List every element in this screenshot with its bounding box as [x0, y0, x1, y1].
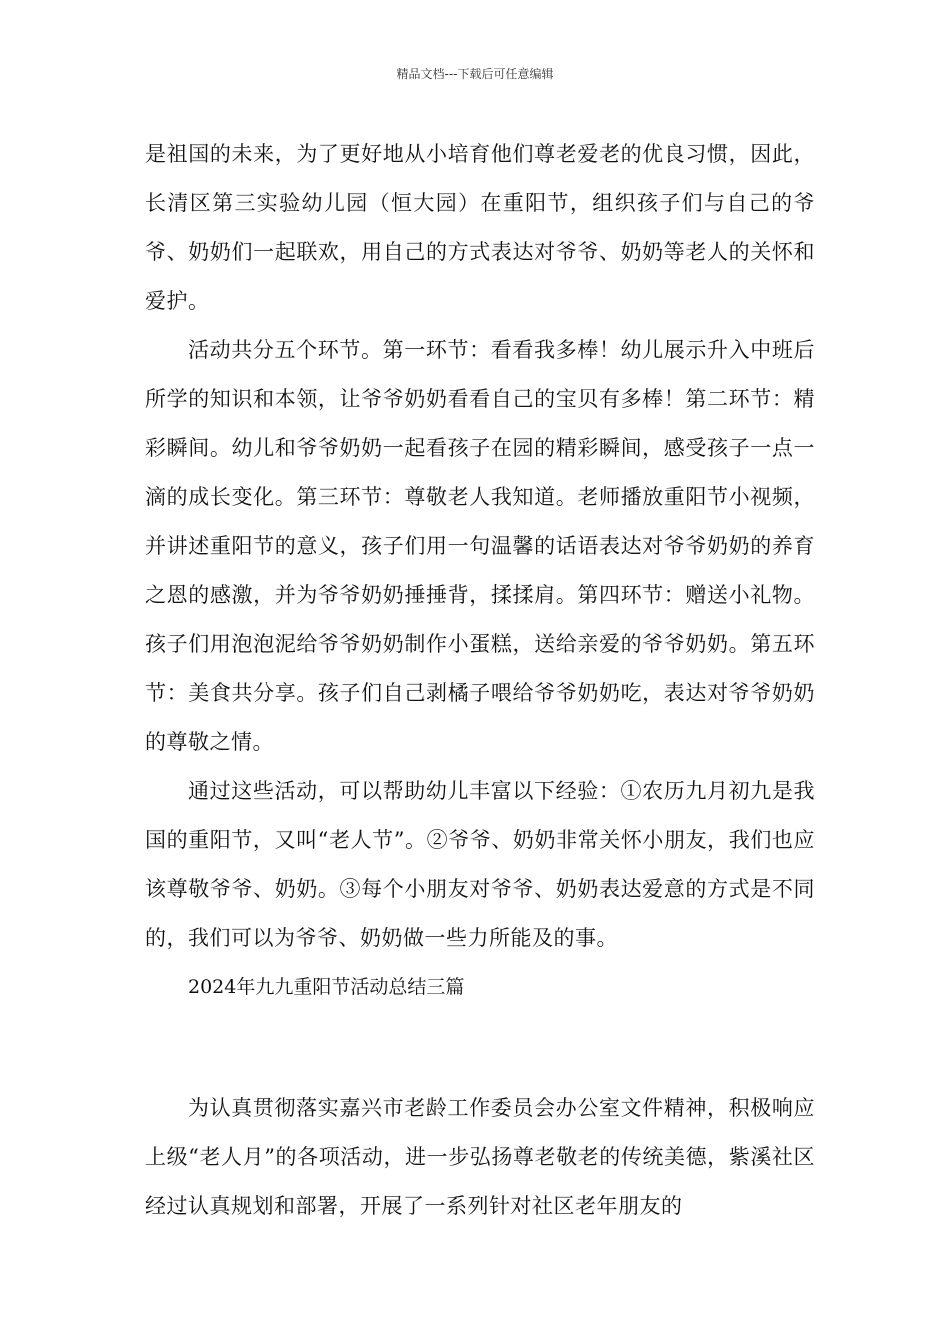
document-body	[145, 130, 815, 1231]
paragraph-continuation: 是祖国的未来，为了更好地从小培育他们尊老爱老的优良习惯，因此，长清区第三实验幼儿园（恒大园）在重阳节，组织孩子们与自己的爷爷、奶奶们一起联欢，用自己的方式表达对爷爷、奶奶等老人的关怀和爱护。	[145, 142, 815, 313]
section-title: 2024年九九重阳节活动总结三篇	[188, 976, 465, 998]
section-gap	[145, 1012, 815, 1084]
paragraph-community-intro: 为认真贯彻落实嘉兴市老龄工作委员会办公室文件精神，积极响应上级“老人月”的各项活动，进一步弘扬尊老敬老的传统美德，紫溪社区经过认真规划和部署，开展了一系列针对社区老年朋友的	[145, 1096, 815, 1218]
paragraph-experience: 通过这些活动，可以帮助幼儿丰富以下经验：①农历九月初九是我国的重阳节，又叫“老人节”。②爷爷、奶奶非常关怀小朋友，我们也应该尊敬爷爷、奶奶。③每个小朋友对爷爷、奶奶表达爱意的方式是不同的，我们可以为爷爷、奶奶做一些力所能及的事。	[145, 779, 815, 950]
paragraph-activity-sections: 活动共分五个环节。第一环节：看看我多棒！幼儿展示升入中班后所学的知识和本领，让爷爷奶奶看看自己的宝贝有多棒！第二环节：精彩瞬间。幼儿和爷爷奶奶一起看孩子在园的精彩瞬间，感受孩子一点一滴的成长变化。第三环节：尊敬老人我知道。老师播放重阳节小视频，并讲述重阳节的意义，孩子们用一句温馨的话语表达对爷爷奶奶的养育之恩的感激，并为爷爷奶奶捶捶背，揉揉肩。第四环节：赠送小礼物。孩子们用泡泡泥给爷爷奶奶制作小蛋糕，送给亲爱的爷爷奶奶。第五环节：美食共分享。孩子们自己剥橘子喂给爷爷奶奶吃，表达对爷爷奶奶的尊敬之情。	[145, 338, 815, 754]
page-header: 精品文档---下载后可任意编辑	[396, 67, 554, 81]
